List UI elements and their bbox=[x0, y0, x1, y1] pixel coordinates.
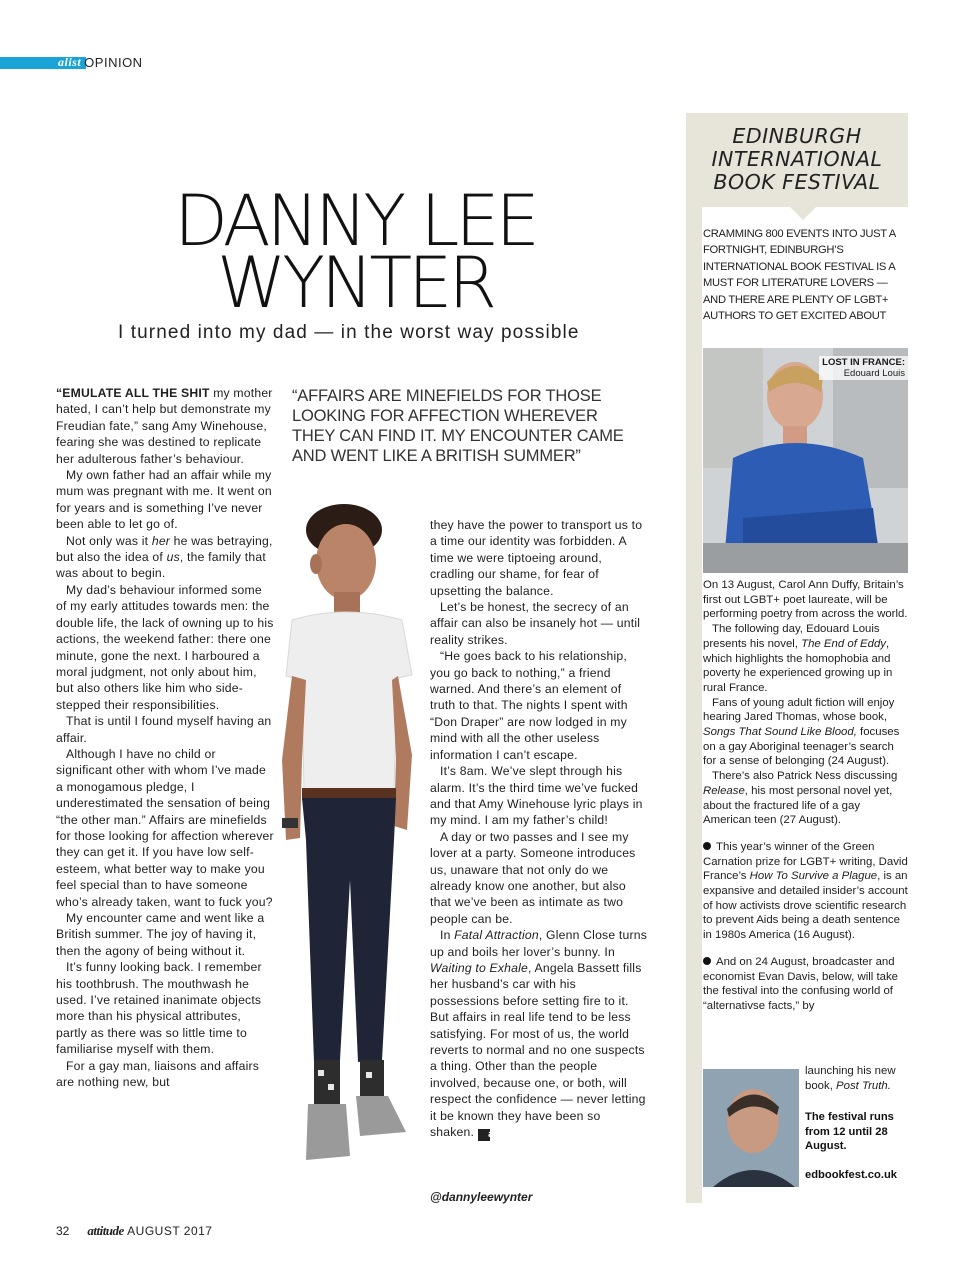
page-footer bbox=[56, 1223, 212, 1239]
edouard-louis-illustration bbox=[703, 348, 908, 573]
sidebar-bullet-tail: launching his new book, Post Truth. bbox=[805, 1065, 896, 1092]
photo-caption-head: LOST IN FRANCE: bbox=[822, 357, 905, 368]
paragraph: “He goes back to his relationship, you go back to nothing,” a friend warned. And there’s an element of truth to that. The nights I spent with “Don Draper” are now lodged in my mind with all the other useless information I can’t escape. bbox=[430, 649, 628, 762]
paragraph: For a gay man, liaisons and affairs are nothing new, but bbox=[56, 1058, 260, 1090]
end-mark-icon: a bbox=[478, 1129, 490, 1141]
lead-in: “EMULATE ALL THE SHIT bbox=[56, 386, 210, 400]
footer-issue bbox=[87, 1223, 212, 1239]
festival-dates: The festival runs from 12 until 28 August. bbox=[805, 1111, 894, 1153]
standfirst: I turned into my dad — in the worst way possible bbox=[118, 322, 580, 343]
sidebar-notch bbox=[790, 207, 816, 220]
sidebar-intro: CRAMMING 800 EVENTS INTO JUST A FORTNIGHT, EDINBURGH’S INTERNATIONAL BOOK FESTIVAL IS A MUST FOR LITERATURE LOVERS — AND THERE ARE PLENTY OF LGBT+ AUTHORS TO GET EXCITED ABOUT bbox=[703, 228, 896, 323]
paragraph: That is until I found myself having an affair. bbox=[56, 714, 272, 745]
festival-website: edbookfest.co.uk bbox=[805, 1169, 898, 1181]
photo-caption bbox=[819, 356, 908, 380]
page-number: 32 bbox=[56, 1224, 70, 1238]
section-name: OPINION bbox=[84, 55, 143, 70]
paragraph: My own father had an affair while my mum was pregnant with me. It went on for years and is something I’ve never been able to let go of. bbox=[56, 468, 272, 532]
paragraph: The following day, Edouard Louis presents his novel, The End of Eddy, which highlights the homophobia and poverty he experienced growing up in rural France. bbox=[703, 623, 893, 694]
paragraph: There’s also Patrick Ness discussing Release, his most personal novel yet, about the fractured life of a gay American teen (27 August). bbox=[703, 770, 898, 827]
paragraph: they have the power to transport us to a time our identity was forbidden. A time we were tiptoeing around, cradling our shame, for fear of upsetting the balance. bbox=[430, 518, 643, 598]
magazine-brand: attitude bbox=[87, 1223, 124, 1238]
paragraph: On 13 August, Carol Ann Duffy, Britain’s first out LGBT+ poet laureate, will be performing poetry from across the world. bbox=[703, 579, 908, 621]
paragraph: A day or two passes and I see my lover at a party. Someone introduces us, unaware that not only do we already know one another, but also that we’ve been as intimate as two people can be. bbox=[430, 829, 636, 926]
bullet-icon bbox=[703, 957, 711, 965]
paragraph: In Fatal Attraction, Glenn Close turns up and boils her lover’s bunny. In Waiting to Exhale, Angela Bassett fills her husband’s car with his possessions before setting fire to it. But affairs in real life tend to be less satisfying. For most of us, the world reverts to normal and no one suspects a thing. Other than the people involved, because one, or both, will respect the confidence — never letting it be known they have been so shaken. a bbox=[430, 928, 647, 1141]
paragraph: Although I have no child or significant other with whom I’ve made a monogamous pledge, I underestimated the sensation of being “the other man.” Affairs are minefields for those looking for affection wherever they can get it. If you have low self-esteem, what better way to make you feel special than to have someone who’s already taken, want to fuck you? bbox=[56, 746, 274, 909]
bullet-icon bbox=[703, 842, 711, 850]
pull-quote: “AFFAIRS ARE MINEFIELDS FOR THOSE LOOKING FOR AFFECTION WHEREVER THEY CAN FIND IT. MY ENCOUNTER CAME AND WENT LIKE A BRITISH SUMMER” bbox=[292, 387, 624, 465]
bullet-item: And on 24 August, broadcaster and economist Evan Davis, below, will take the festival into the confusing world of “alternativse facts,” by bbox=[703, 955, 898, 1012]
headline-line-2: WYNTER bbox=[217, 242, 493, 324]
alist-logo: alist bbox=[58, 55, 82, 69]
man-figure-illustration bbox=[262, 500, 452, 1200]
headline-line-1: DANNY LEE bbox=[174, 180, 536, 262]
headline bbox=[120, 180, 590, 324]
author-twitter-handle: @dannyleewynter bbox=[430, 1190, 533, 1204]
sidebar-title-box bbox=[686, 113, 908, 207]
paragraph: My dad’s behaviour informed some of my early attitudes towards men: the double life, the lack of owning up to his actions, the weekend father: there one minute, gone the next. I harboured a moral judgment, not only about him, but also others like him who side-stepped their responsibilities. bbox=[56, 582, 274, 712]
evan-davis-photo bbox=[703, 1069, 799, 1187]
paragraph: Let’s be honest, the secrecy of an affair can also be insanely hot — until reality strikes. bbox=[430, 600, 641, 647]
paragraph: It’s funny looking back. I remember his toothbrush. The mouthwash he used. I’ve retained inanimate objects more than his physical attributes, partly as there was so little time to familiarise myself with them. bbox=[56, 960, 262, 1057]
edouard-louis-photo bbox=[703, 348, 908, 573]
section-tag bbox=[58, 55, 143, 70]
evan-davis-illustration bbox=[703, 1069, 799, 1187]
paragraph: My encounter came and went like a British summer. The joy of having it, then the agony of being without it. bbox=[56, 911, 265, 958]
sidebar-title: EDINBURGH INTERNATIONAL BOOK FESTIVAL bbox=[711, 124, 883, 194]
issue-month: AUGUST 2017 bbox=[127, 1224, 213, 1238]
paragraph: Not only was it her he was betraying, but also the idea of us, the family that was about to begin. bbox=[56, 533, 273, 581]
paragraph: It’s 8am. We’ve slept through his alarm. It’s the third time we’ve fucked and that Amy Winehouse lyric plays in my mind. I am my father’s child! bbox=[430, 764, 643, 828]
paragraph: Fans of young adult fiction will enjoy hearing Jared Thomas, whose book, Songs That Sound Like Blood, focuses on a gay Aboriginal teenager’s search for a sense of belonging (24 August). bbox=[703, 696, 900, 768]
paragraph: “EMULATE ALL THE SHIT my mother hated, I can’t help but demonstrate my Freudian fate,” sang Amy Winehouse, fearing she was destined to replicate her adulterous father’s behaviour. bbox=[56, 386, 273, 466]
photo-caption-name: Edouard Louis bbox=[843, 368, 905, 379]
body-column-1 bbox=[56, 385, 274, 1090]
body-column-2 bbox=[430, 517, 648, 1141]
sidebar-body bbox=[703, 578, 908, 1014]
bullet-item: This year’s winner of the Green Carnation prize for LGBT+ writing, David France’s How To Survive a Plague, is an expansive and detailed insider’s account of how activists drove scientific research to prevent Aids being a death sentence in 1980s America (16 August). bbox=[703, 840, 908, 942]
portrait-photo bbox=[262, 500, 452, 1200]
